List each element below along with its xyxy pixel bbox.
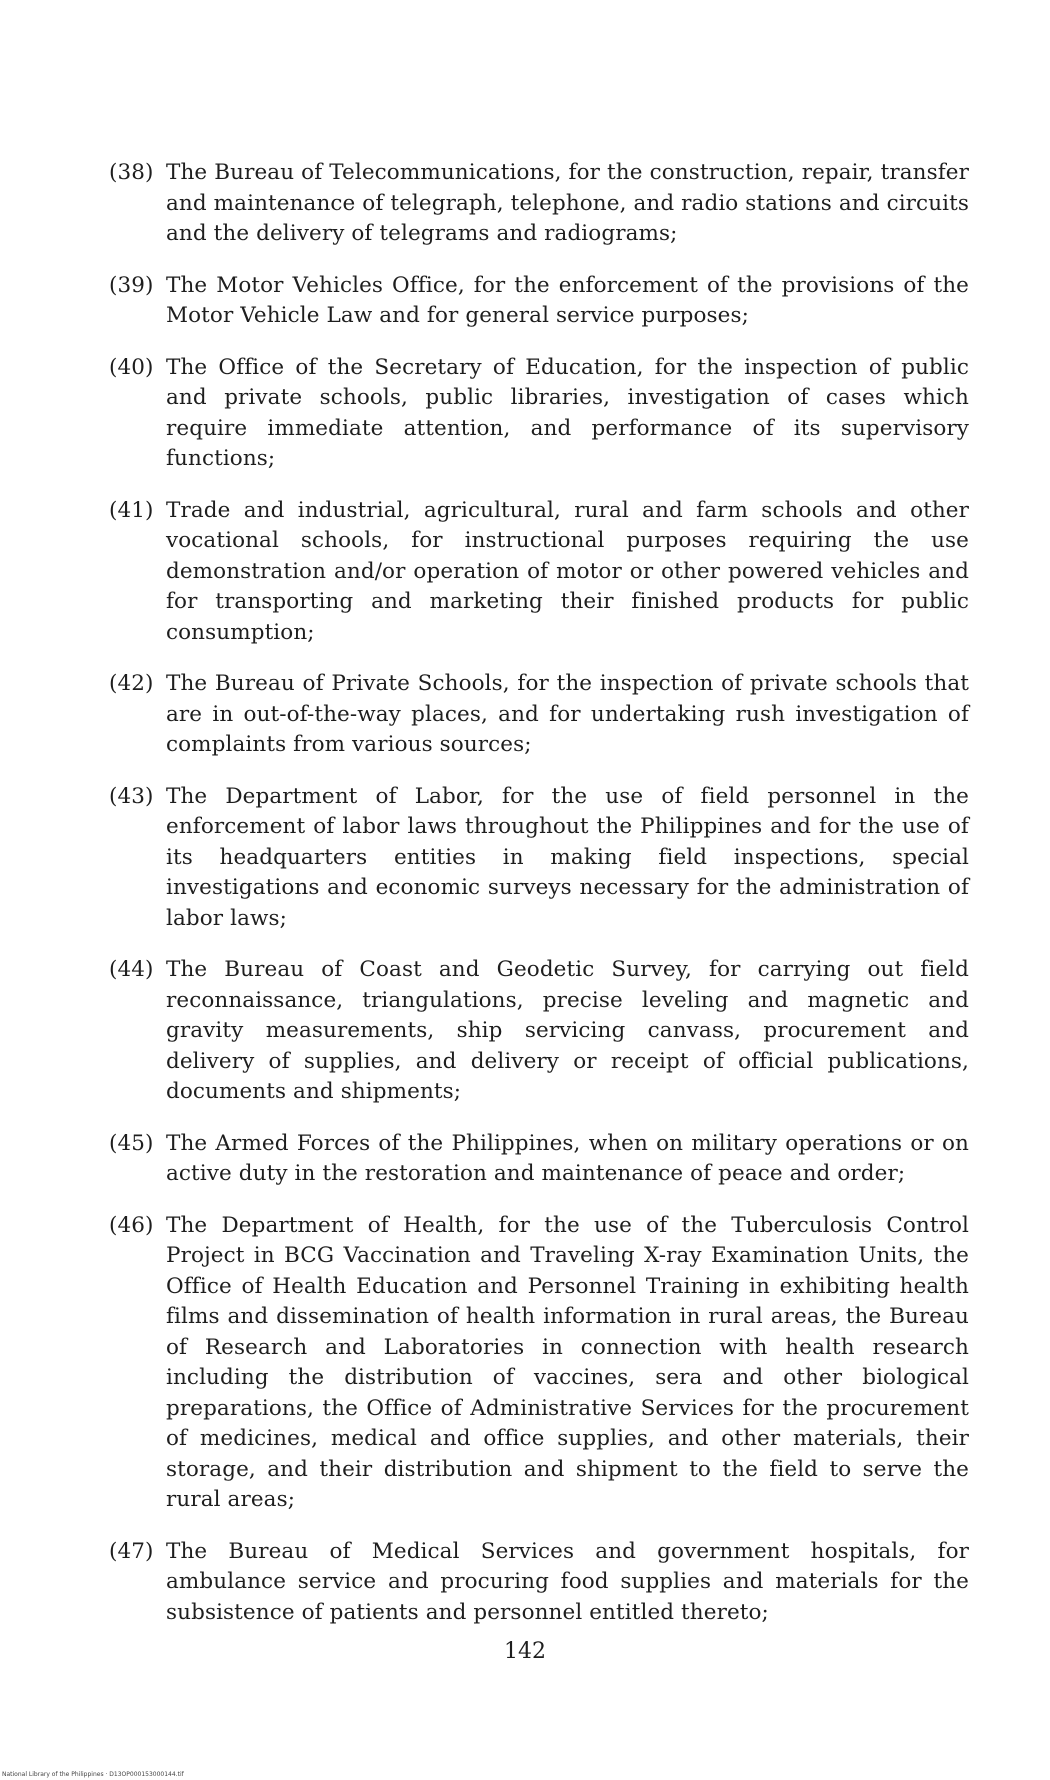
list-item-47	[109, 1537, 969, 1629]
list-item-39	[109, 271, 969, 332]
item-number: (42)	[109, 671, 154, 696]
list-item-42	[109, 669, 969, 761]
item-text: The Office of the Secretary of Education, for the inspection of public and private schools, public libraries, investigation of cases which require immediate attention, and performance of its supervisory functions;	[166, 354, 969, 471]
item-text: The Bureau of Medical Services and government hospitals, for ambulance service and procuring food supplies and materials for the subsistence of patients and personnel entitled thereto;	[166, 1538, 969, 1625]
item-text: Trade and industrial, agricultural, rural and farm schools and other vocational schools, for instructional purposes requiring the use demonstration and/or operation of motor or other powered vehicles and for transporting and marketing their finished products for public consumption;	[166, 497, 969, 645]
item-number: (39)	[109, 272, 154, 298]
list-item-38	[109, 158, 969, 250]
page-number: 142	[504, 1639, 546, 1664]
item-text: The Bureau of Telecommunications, for the construction, repair, transfer and maintenance of telegraph, telephone, and radio stations and circuits and the delivery of telegrams and radiograms;	[166, 160, 969, 246]
list-item-41	[109, 496, 969, 649]
item-text: The Department of Labor, for the use of field personnel in the enforcement of labor laws throughout the Philippines and for the use of its headquarters entities in making field inspections, special investigations and economic surveys necessary for the administration of labor laws;	[166, 783, 969, 931]
list-item-44	[109, 955, 969, 1108]
item-text: The Armed Forces of the Philippines, when on military operations or on active duty in the restoration and maintenance of peace and order;	[166, 1130, 969, 1186]
scan-footer-note: National Library of the Philippines · D13OP000153000144.tif	[2, 1771, 184, 1778]
list-item-45	[109, 1129, 969, 1190]
item-number: (40)	[109, 354, 154, 380]
item-number: (46)	[109, 1212, 154, 1238]
item-text: The Bureau of Coast and Geodetic Survey, for carrying out field reconnaissance, triangulations, precise leveling and magnetic and gravity measurements, ship servicing canvass, procurement and delivery of supplies, and delivery or receipt of official publications, documents and shipments;	[166, 957, 969, 1104]
item-number: (38)	[109, 160, 154, 185]
list-item-40	[109, 353, 969, 475]
item-number: (43)	[109, 783, 154, 809]
item-text: The Bureau of Private Schools, for the inspection of private schools that are in out-of-the-way places, and for undertaking rush investigation of complaints from various sources;	[166, 671, 969, 757]
list-item-46	[109, 1211, 969, 1516]
item-number: (47)	[109, 1538, 154, 1564]
item-text: The Department of Health, for the use of the Tuberculosis Control Project in BCG Vaccination and Traveling X-ray Examination Units, the Office of Health Education and Personnel Training in exhibiting health films and dissemination of health information in rural areas, the Bureau of Research and Laboratories in connection with health research including the distribution of vaccines, sera and other biological preparations, the Office of Administrative Services for the procurement of medicines, medical and office supplies, and other materials, their storage, and their distribution and shipment to the field to serve the rural areas;	[166, 1212, 969, 1512]
enumerated-list	[109, 158, 969, 1649]
item-number: (44)	[109, 957, 154, 982]
item-number: (45)	[109, 1130, 154, 1156]
item-text: The Motor Vehicles Office, for the enforcement of the provisions of the Motor Vehicle Law and for general service purposes;	[166, 272, 969, 328]
item-number: (41)	[109, 497, 154, 523]
list-item-43	[109, 782, 969, 935]
